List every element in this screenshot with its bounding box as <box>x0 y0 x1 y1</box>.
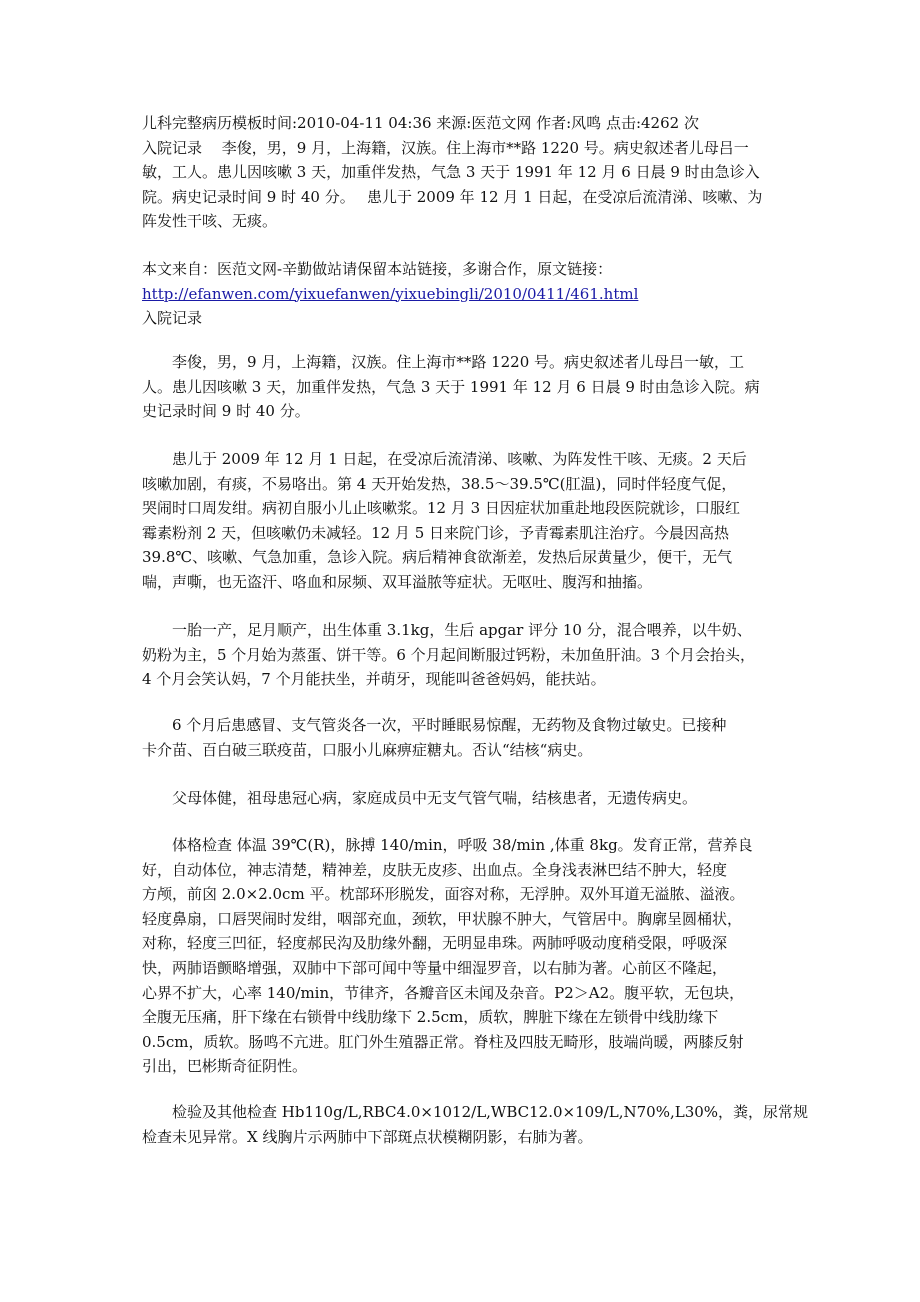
article-header-block <box>142 111 792 234</box>
paragraph-birth-history <box>142 618 792 692</box>
text-line: 全腹无压痛，肝下缘在右锁骨中线肋缘下 2.5cm，质软，脾脏下缘在左锁骨中线肋缘下 <box>142 1008 719 1027</box>
text-line: 李俊，男，9 月，上海籍，汉族。住上海市**路 1220 号。病史叙述者儿母吕一敏，工 <box>172 353 745 371</box>
text-line: 哭闹时口周发绀。病初自服小儿止咳嗽浆。12 月 3 日因症状加重赴地段医院就诊，口服红 <box>142 499 740 518</box>
text-line: 心界不扩大，心率 140/min，节律齐，各瓣音区未闻及杂音。P2＞A2。腹平软，无包块， <box>142 983 745 1002</box>
source-block <box>142 257 792 331</box>
paragraph-present-illness <box>142 447 792 595</box>
paragraph-family-history <box>142 786 792 811</box>
section-title: 入院记录 <box>142 309 203 328</box>
text-line: 喘，声嘶，也无盗汗、咯血和尿频、双耳溢脓等症状。无呕吐、腹泻和抽搐。 <box>142 572 653 591</box>
text-line: 轻度鼻扇，口唇哭闹时发绀，咽部充血，颈软，甲状腺不肿大，气管居中。胸廓呈圆桶状， <box>142 909 743 928</box>
text-line: 霉素粉剂 2 天，但咳嗽仍未减轻。12 月 5 日来院门诊，予青霉素肌注治疗。今晨因高热 <box>142 523 730 542</box>
summary-line: 阵发性干咳、无痰。 <box>142 212 278 231</box>
text-line: 人。患儿因咳嗽 3 天，加重伴发热，气急 3 天于 1991 年 12 月 6 日晨 9 时由急诊入院。病 <box>142 377 760 396</box>
summary-line: 敏，工人。患儿因咳嗽 3 天，加重伴发热，气急 3 天于 1991 年 12 月 6 日晨 9 时由急诊入 <box>142 163 760 182</box>
text-line: 检查未见异常。X 线胸片示两肺中下部斑点状模糊阴影，右肺为著。 <box>142 1127 593 1146</box>
paragraph-lab-tests <box>142 1100 809 1149</box>
text-line: 6 个月后患感冒、支气管炎各一次，平时睡眠易惊醒，无药物及食物过敏史。已接种 <box>172 716 727 734</box>
text-line: 奶粉为主，5 个月始为蒸蛋、饼干等。6 个月起间断服过钙粉，未加鱼肝油。3 个月会抬头， <box>142 645 755 664</box>
paragraph-physical-exam <box>142 833 792 1079</box>
text-line: 史记录时间 9 时 40 分。 <box>142 402 310 421</box>
paragraph-past-history <box>142 713 792 762</box>
text-line: 快，两肺语颤略增强，双肺中下部可闻中等量中细湿罗音，以右肺为著。心前区不隆起， <box>142 958 728 977</box>
text-line: 方颅，前囟 2.0×2.0cm 平。枕部环形脱发，面容对称，无浮肿。双外耳道无溢脓、溢液。 <box>142 885 745 904</box>
source-link[interactable]: http://efanwen.com/yixuefanwen/yixuebingli/2010/0411/461.html <box>142 284 639 303</box>
text-line: 一胎一产，足月顺产，出生体重 3.1kg，生后 apgar 评分 10 分，混合喂养，以牛奶、 <box>172 621 752 639</box>
text-line: 父母体健，祖母患冠心病，家庭成员中无支气管气喘，结核患者，无遗传病史。 <box>172 789 698 807</box>
text-line: 咳嗽加剧，有痰，不易咯出。第 4 天开始发热，38.5～39.5℃(肛温)，同时伴轻度气促， <box>142 474 737 493</box>
text-line: 检验及其他检查 Hb110g/L,RBC4.0×1012/L,WBC12.0×109/L,N70%,L30%，粪，尿常规 <box>172 1103 809 1121</box>
article-header: 儿科完整病历模板时间:2010-04-11 04:36 来源:医范文网 作者:风鸣 点击:4262 次 <box>142 114 699 132</box>
paragraph-patient-info <box>142 350 792 424</box>
text-line: 好，自动体位，神志清楚，精神差，皮肤无皮疹、出血点。全身浅表淋巴结不肿大，轻度 <box>142 860 728 879</box>
text-line: 体格检查 体温 39℃(R)，脉搏 140/min，呼吸 38/min ,体重 8kg。发育正常，营养良 <box>172 836 753 854</box>
text-line: 患儿于 2009 年 12 月 1 日起，在受凉后流清涕、咳嗽、为阵发性干咳、无痰。2 天后 <box>172 450 747 468</box>
text-line: 4 个月会笑认妈，7 个月能扶坐，并萌牙，现能叫爸爸妈妈，能扶站。 <box>142 670 606 689</box>
text-line: 0.5cm，质软。肠鸣不亢进。肛门外生殖器正常。脊柱及四肢无畸形，肢端尚暖，两膝反射 <box>142 1032 744 1051</box>
text-line: 对称，轻度三凹征，轻度郝民沟及肋缘外翻，无明显串珠。两肺呼吸动度稍受限，呼吸深 <box>142 934 728 953</box>
text-line: 39.8℃、咳嗽、气急加重，急诊入院。病后精神食欲渐差，发热后尿黄量少，便干，无气 <box>142 548 733 567</box>
source-note: 本文来自：医范文网-辛勤做站请保留本站链接，多谢合作，原文链接： <box>142 260 613 278</box>
summary-line: 院。病史记录时间 9 时 40 分。 患儿于 2009 年 12 月 1 日起，在受凉后流清涕、咳嗽、为 <box>142 187 763 206</box>
text-line: 卡介苗、百白破三联疫苗，口服小儿麻痹症糖丸。否认“结核“病史。 <box>142 740 593 759</box>
text-line: 引出，巴彬斯奇征阴性。 <box>142 1057 308 1076</box>
summary-line: 入院记录 李俊，男，9 月，上海籍，汉族。住上海市**路 1220 号。病史叙述者儿母吕一 <box>142 138 749 157</box>
